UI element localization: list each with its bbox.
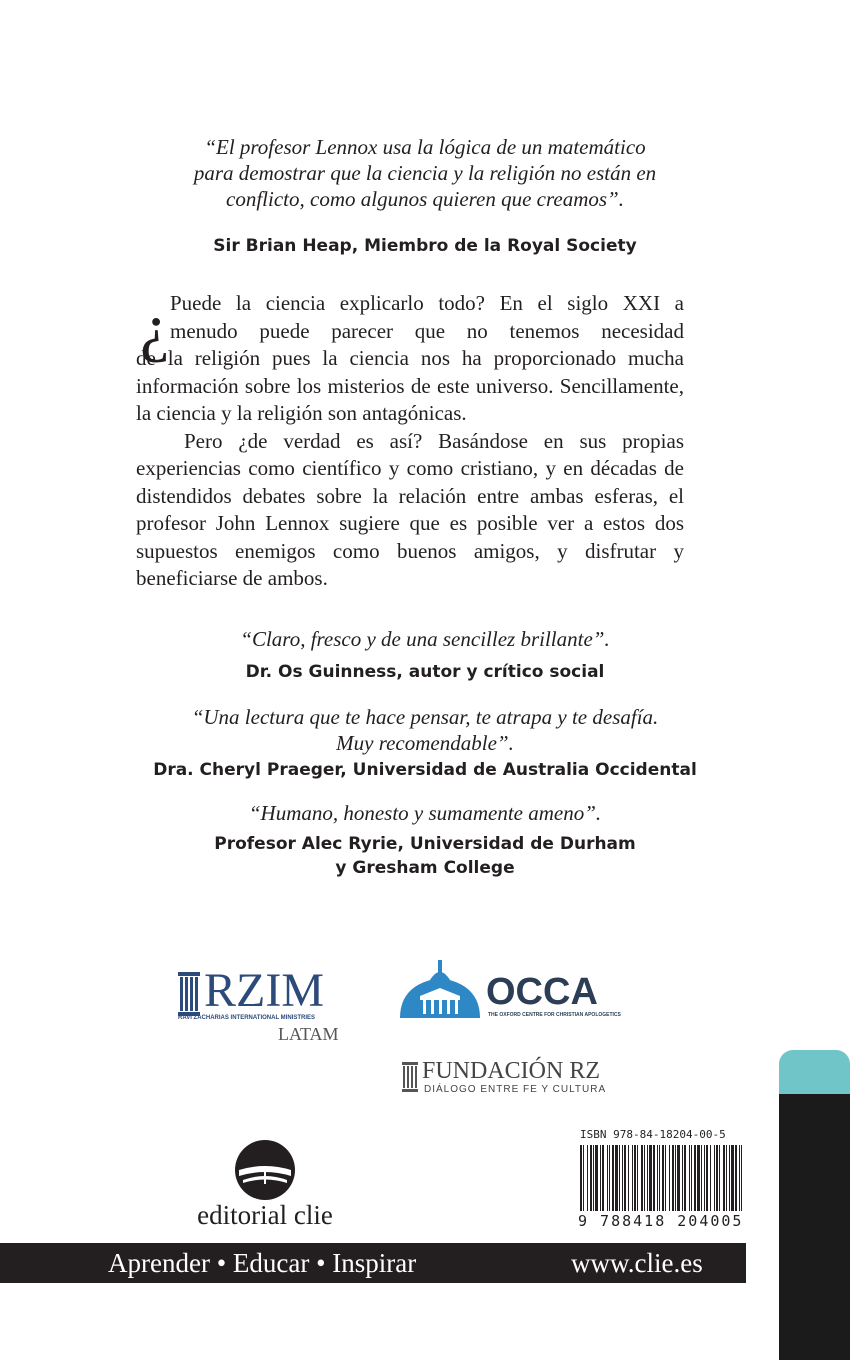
barcode-bar — [641, 1145, 643, 1211]
occa-name: OCCA — [486, 971, 598, 1013]
book-globe-icon — [233, 1140, 297, 1200]
barcode-bar — [587, 1145, 588, 1211]
barcode-bar — [729, 1145, 730, 1211]
barcode-bar — [580, 1145, 582, 1211]
isbn-label: ISBN 978-84-18204-00-5 — [580, 1128, 726, 1141]
barcode-bar — [653, 1145, 655, 1211]
para1-line1: Puede la ciencia explicarlo todo? En el siglo XXI a — [170, 291, 684, 315]
top-quote-line-1: “El profesor Lennox usa la lógica de un matemático — [204, 135, 646, 159]
barcode-bar — [602, 1145, 604, 1211]
rzim-sub: RAVI ZACHARIAS INTERNATIONAL MINISTRIES — [178, 1015, 316, 1021]
barcode-bar — [628, 1145, 629, 1211]
top-quote-author: Sir Brian Heap, Miembro de la Royal Society — [213, 236, 637, 256]
dome-icon — [400, 958, 480, 1024]
barcode-bar — [637, 1145, 638, 1211]
barcode-bar — [600, 1145, 601, 1211]
barcode-bar — [697, 1145, 700, 1211]
para1-line2: menudo puede parecer que no tenemos necesidad — [170, 318, 684, 343]
barcode-bar — [634, 1145, 636, 1211]
endorsement-3-author-line-2: y Gresham College — [335, 858, 515, 878]
barcode-bar — [595, 1145, 598, 1211]
barcode-bar — [624, 1145, 626, 1211]
barcode-bar — [731, 1145, 734, 1211]
spine-black-band — [779, 1094, 850, 1360]
editorial-clie-logo — [190, 1140, 340, 1235]
barcode-bar — [714, 1145, 715, 1211]
occa-sub: THE OXFORD CENTRE FOR CHRISTIAN APOLOGETICS — [488, 1012, 621, 1018]
endorsement-2-line-1: “Una lectura que te hace pensar, te atrapa y te desafía. — [191, 705, 659, 729]
pillar-icon — [178, 972, 200, 1016]
barcode-bar — [669, 1145, 670, 1211]
para2: Pero ¿de verdad es así? Basándose en sus propias experiencias como científico y como cristiano, y en décadas de distendidos debates sobre la relación entre ambas esferas, el profesor John Lennox sugiere que es posible ver a estos dos supuestos enemigos como buenos amigos, y disfrutar y beneficiarse de ambos. — [136, 428, 684, 590]
endorsement-1-author: Dr. Os Guinness, autor y crítico social — [245, 662, 605, 682]
barcode-bar — [647, 1145, 648, 1211]
barcode-bar — [632, 1145, 633, 1211]
rzim-region: LATAM — [278, 1024, 339, 1044]
barcode-bar — [622, 1145, 623, 1211]
para1-rest: de la religión pues la ciencia nos ha proporcionado mucha información sobre los misterios de este universo. Sencillamente, la ciencia y la religión son antagónicas. — [136, 346, 684, 425]
barcode-bar — [701, 1145, 702, 1211]
barcode-bar — [609, 1145, 610, 1211]
barcode-bar — [719, 1145, 720, 1211]
endorsement-2-author: Dra. Cheryl Praeger, Universidad de Australia Occidental — [153, 760, 697, 780]
barcode-bar — [615, 1145, 618, 1211]
barcode-bar — [583, 1145, 584, 1211]
barcode-bar — [612, 1145, 614, 1211]
occa-logo — [400, 958, 620, 1028]
barcode-bar — [649, 1145, 652, 1211]
top-quote-line-3: conflicto, como algunos quieren que creamos”. — [226, 187, 624, 211]
footer-band — [0, 1243, 746, 1283]
barcode-bar — [694, 1145, 696, 1211]
barcode-bar — [689, 1145, 690, 1211]
drop-cap: ¿ — [140, 291, 170, 364]
barcode-bar — [716, 1145, 718, 1211]
footer-slogan: Aprender • Educar • Inspirar — [108, 1248, 417, 1278]
barcode-bar — [684, 1145, 686, 1211]
rzim-logo — [178, 964, 353, 1048]
top-quote — [150, 134, 700, 212]
body-text — [136, 290, 684, 593]
barcode-bar — [723, 1145, 725, 1211]
barcode-bar — [739, 1145, 740, 1211]
fundacion-name: FUNDACIÓN RZ — [422, 1058, 601, 1084]
barcode-digits: 9 788418 204005 — [578, 1212, 746, 1232]
footer-url[interactable]: www.clie.es — [571, 1248, 703, 1278]
barcode-bar — [704, 1145, 705, 1211]
barcode-bar — [691, 1145, 692, 1211]
barcode-bar — [726, 1145, 727, 1211]
barcode-bar — [672, 1145, 674, 1211]
barcode-bar — [659, 1145, 660, 1211]
top-quote-line-2: para demostrar que la ciencia y la religión no están en — [193, 161, 657, 185]
barcode-bar — [706, 1145, 708, 1211]
pillar-small-icon — [402, 1062, 418, 1092]
endorsement-1-quote: “Claro, fresco y de una sencillez brillante”. — [240, 627, 610, 651]
endorsement-2-line-2: Muy recomendable”. — [336, 731, 514, 755]
rzim-name: RZIM — [204, 964, 324, 1017]
barcode-bar — [657, 1145, 658, 1211]
barcode-bar — [662, 1145, 664, 1211]
endorsement-3-author — [150, 832, 700, 880]
endorsement-2-quote — [150, 704, 700, 756]
barcode-bar — [735, 1145, 737, 1211]
publisher-name: editorial clie — [197, 1200, 333, 1230]
endorsement-3-author-line-1: Profesor Alec Ryrie, Universidad de Durham — [214, 834, 636, 854]
barcode-bar — [677, 1145, 680, 1211]
barcode-bar — [741, 1145, 742, 1211]
barcode-bar — [675, 1145, 676, 1211]
fundacion-sub: DIÁLOGO ENTRE FE Y CULTURA — [424, 1084, 607, 1095]
fundacion-rz-logo — [402, 1060, 622, 1100]
barcode-bar — [665, 1145, 666, 1211]
barcode-bar — [607, 1145, 608, 1211]
barcode-bar — [593, 1145, 594, 1211]
barcode-bar — [590, 1145, 592, 1211]
barcode-bar — [710, 1145, 711, 1211]
barcode-bar — [619, 1145, 620, 1211]
barcode-bar — [644, 1145, 645, 1211]
barcode-bar — [682, 1145, 683, 1211]
endorsement-3-quote: “Humano, honesto y sumamente ameno”. — [248, 801, 602, 825]
